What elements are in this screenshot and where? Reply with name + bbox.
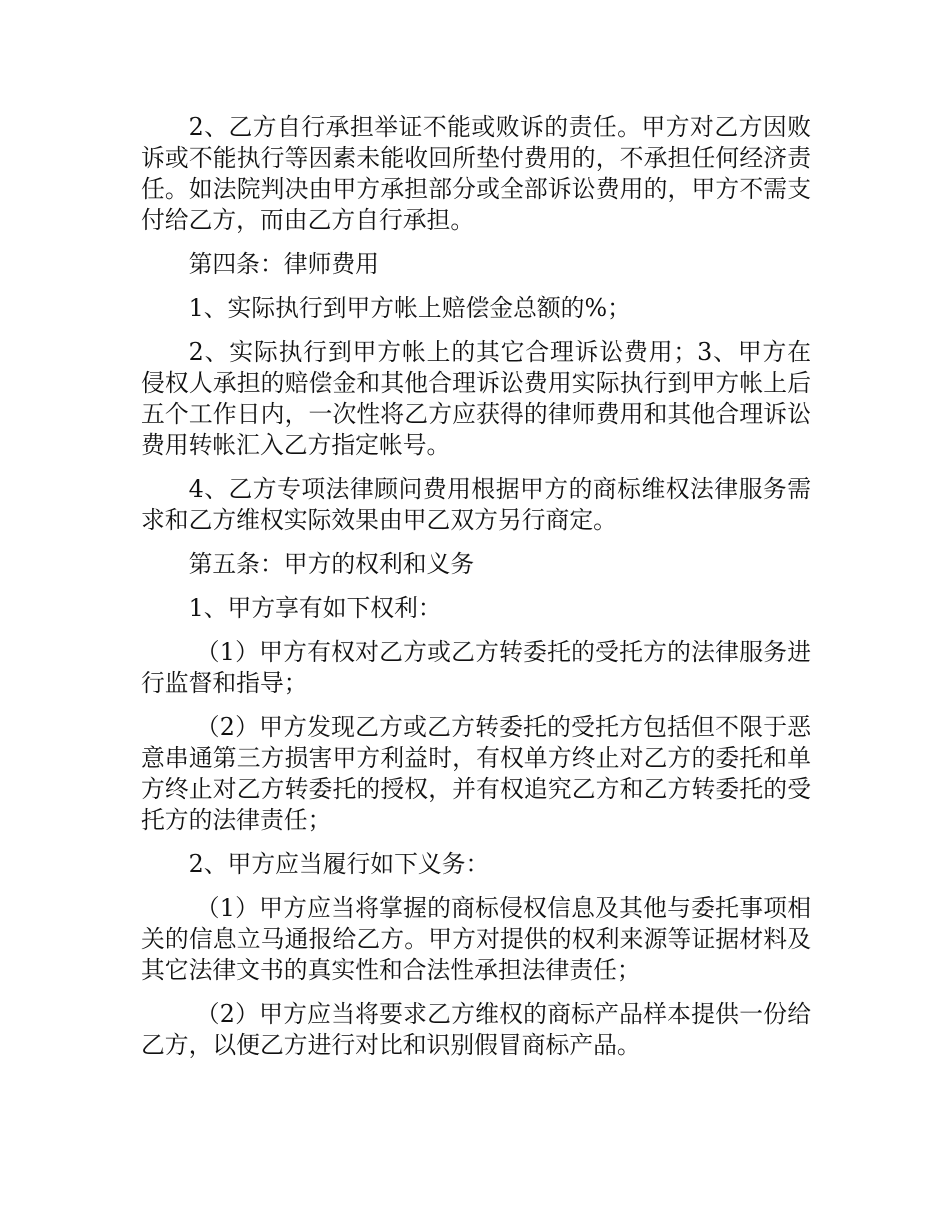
heading-article-5-rights-obligations: 第五条：甲方的权利和义务 (188, 550, 475, 578)
paragraph-compensation-percentage: 1、实际执行到甲方帐上赔偿金总额的%； (188, 294, 631, 322)
paragraph-party-a-rights: 1、甲方享有如下权利： (188, 594, 442, 622)
paragraph-litigation-responsibility: 2、乙方自行承担举证不能或败诉的责任。甲方对乙方因败诉或不能执行等因素未能收回所垫付费用的，不承担任何经济责任。如法院判决由甲方承担部分或全部诉讼费用的，甲方不需支付给乙方，而由乙方自行承担。 (141, 113, 811, 234)
paragraph-right-terminate: （2）甲方发现乙方或乙方转委托的受托方包括但不限于恶意串通第三方损害甲方利益时，有权单方终止对乙方的委托和单方终止对乙方转委托的授权，并有权追究乙方和乙方转委托的受托方的法律责任； (141, 713, 811, 834)
paragraph-party-a-obligations: 2、甲方应当履行如下义务： (188, 850, 490, 878)
paragraph-obligation-report-info: （1）甲方应当将掌握的商标侵权信息及其他与委托事项相关的信息立马通报给乙方。甲方对提供的权利来源等证据材料及其它法律文书的真实性和合法性承担法律责任； (141, 894, 811, 984)
document-body (141, 112, 811, 1074)
paragraph-right-supervise: （1）甲方有权对乙方或乙方转委托的受托方的法律服务进行监督和指导； (141, 638, 811, 697)
paragraph-legal-advisor-fees: 4、乙方专项法律顾问费用根据甲方的商标维权法律服务需求和乙方维权实际效果由甲乙双方另行商定。 (141, 475, 811, 534)
paragraph-obligation-provide-sample: （2）甲方应当将要求乙方维权的商标产品样本提供一份给乙方，以便乙方进行对比和识别假冒商标产品。 (141, 1000, 811, 1059)
paragraph-other-litigation-costs: 2、实际执行到甲方帐上的其它合理诉讼费用；3、甲方在侵权人承担的赔偿金和其他合理诉讼费用实际执行到甲方帐上后五个工作日内，一次性将乙方应获得的律师费用和其他合理诉讼费用转帐汇入乙方指定帐号。 (141, 338, 811, 459)
heading-article-4-lawyer-fees: 第四条：律师费用 (188, 250, 379, 278)
